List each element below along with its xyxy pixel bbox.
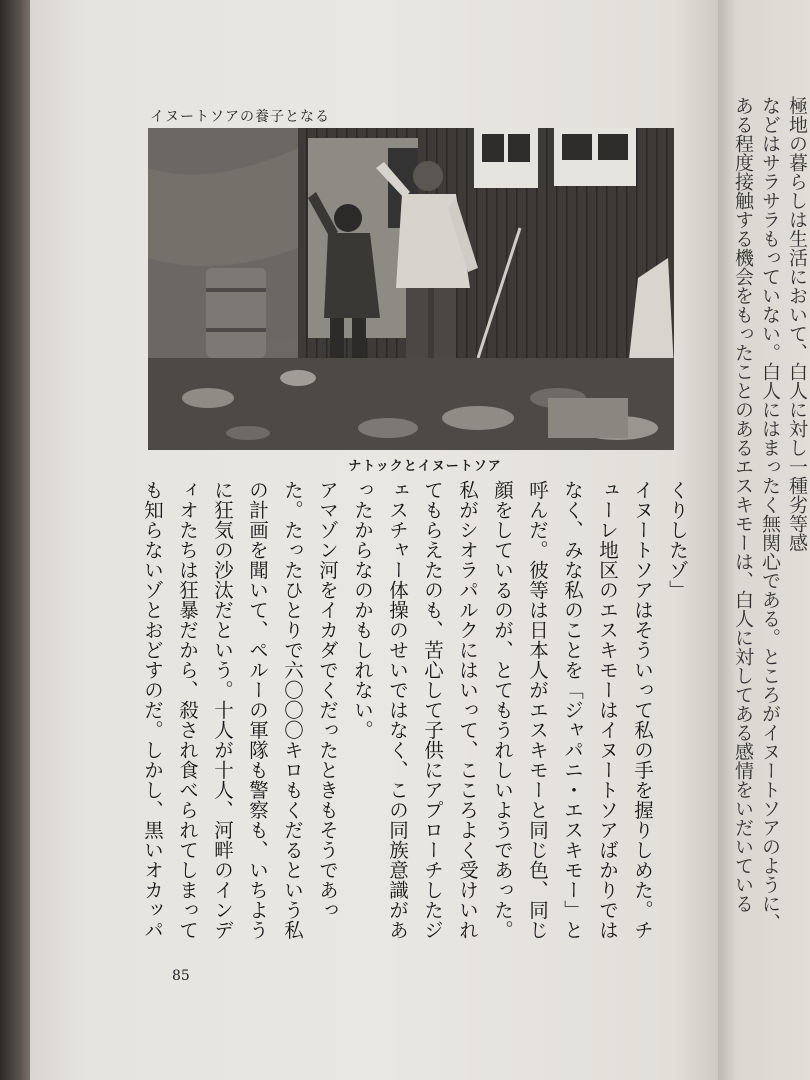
paragraph: ある程度接触する機会をもったことのあるエスキモーは、白人に対してある感情をいだいている xyxy=(732,96,754,913)
body-text xyxy=(135,480,695,950)
photo xyxy=(148,128,674,450)
next-page-text xyxy=(728,96,810,996)
paragraph: アマゾン河をイカダでくだったときもそうであった。たったひとりで六〇〇〇キロもくだるという私の計画を聞いて、ペルーの軍隊も警察も、いちように狂気の沙汰だという。十人が十人、河畔のインディオたちは狂暴だから、殺され食べられてしまっても知らないゾとおどすのだ。しかし、黒いオカッパ xyxy=(141,480,339,940)
paragraph: などはサラサラもっていない。白人にはまったく無関心である。ところがイヌートソアのように、 xyxy=(759,96,781,932)
paragraph: イヌートソアはそういって私の手を握りしめた。チューレ地区のエスキモーはイヌートソアばかりではなく、みな私のことを「ジャパニ・エスキモー」と呼んだ。彼等は日本人がエスキモーと同じ色、同じ顔をしているのが、とてもうれしいようであった。私がシオラパルクにはいって、こころよく受けいれてもらえたのも、苦心して子供にアプローチしたジェスチャー体操のせいではなく、この同族意識があったからなのかもしれない。 xyxy=(351,480,654,940)
book-spine-shadow xyxy=(0,0,34,1080)
photo-illustration xyxy=(148,128,674,450)
page-number: 85 xyxy=(172,968,190,984)
photo-caption: ナトックとイヌートソア xyxy=(348,459,502,474)
paragraph: くりしたゾ」 xyxy=(666,480,689,600)
running-head: イヌートソアの養子となる xyxy=(150,109,330,125)
paragraph: 極地の暮らしは生活において、白人に対し一種劣等感 xyxy=(786,96,808,552)
